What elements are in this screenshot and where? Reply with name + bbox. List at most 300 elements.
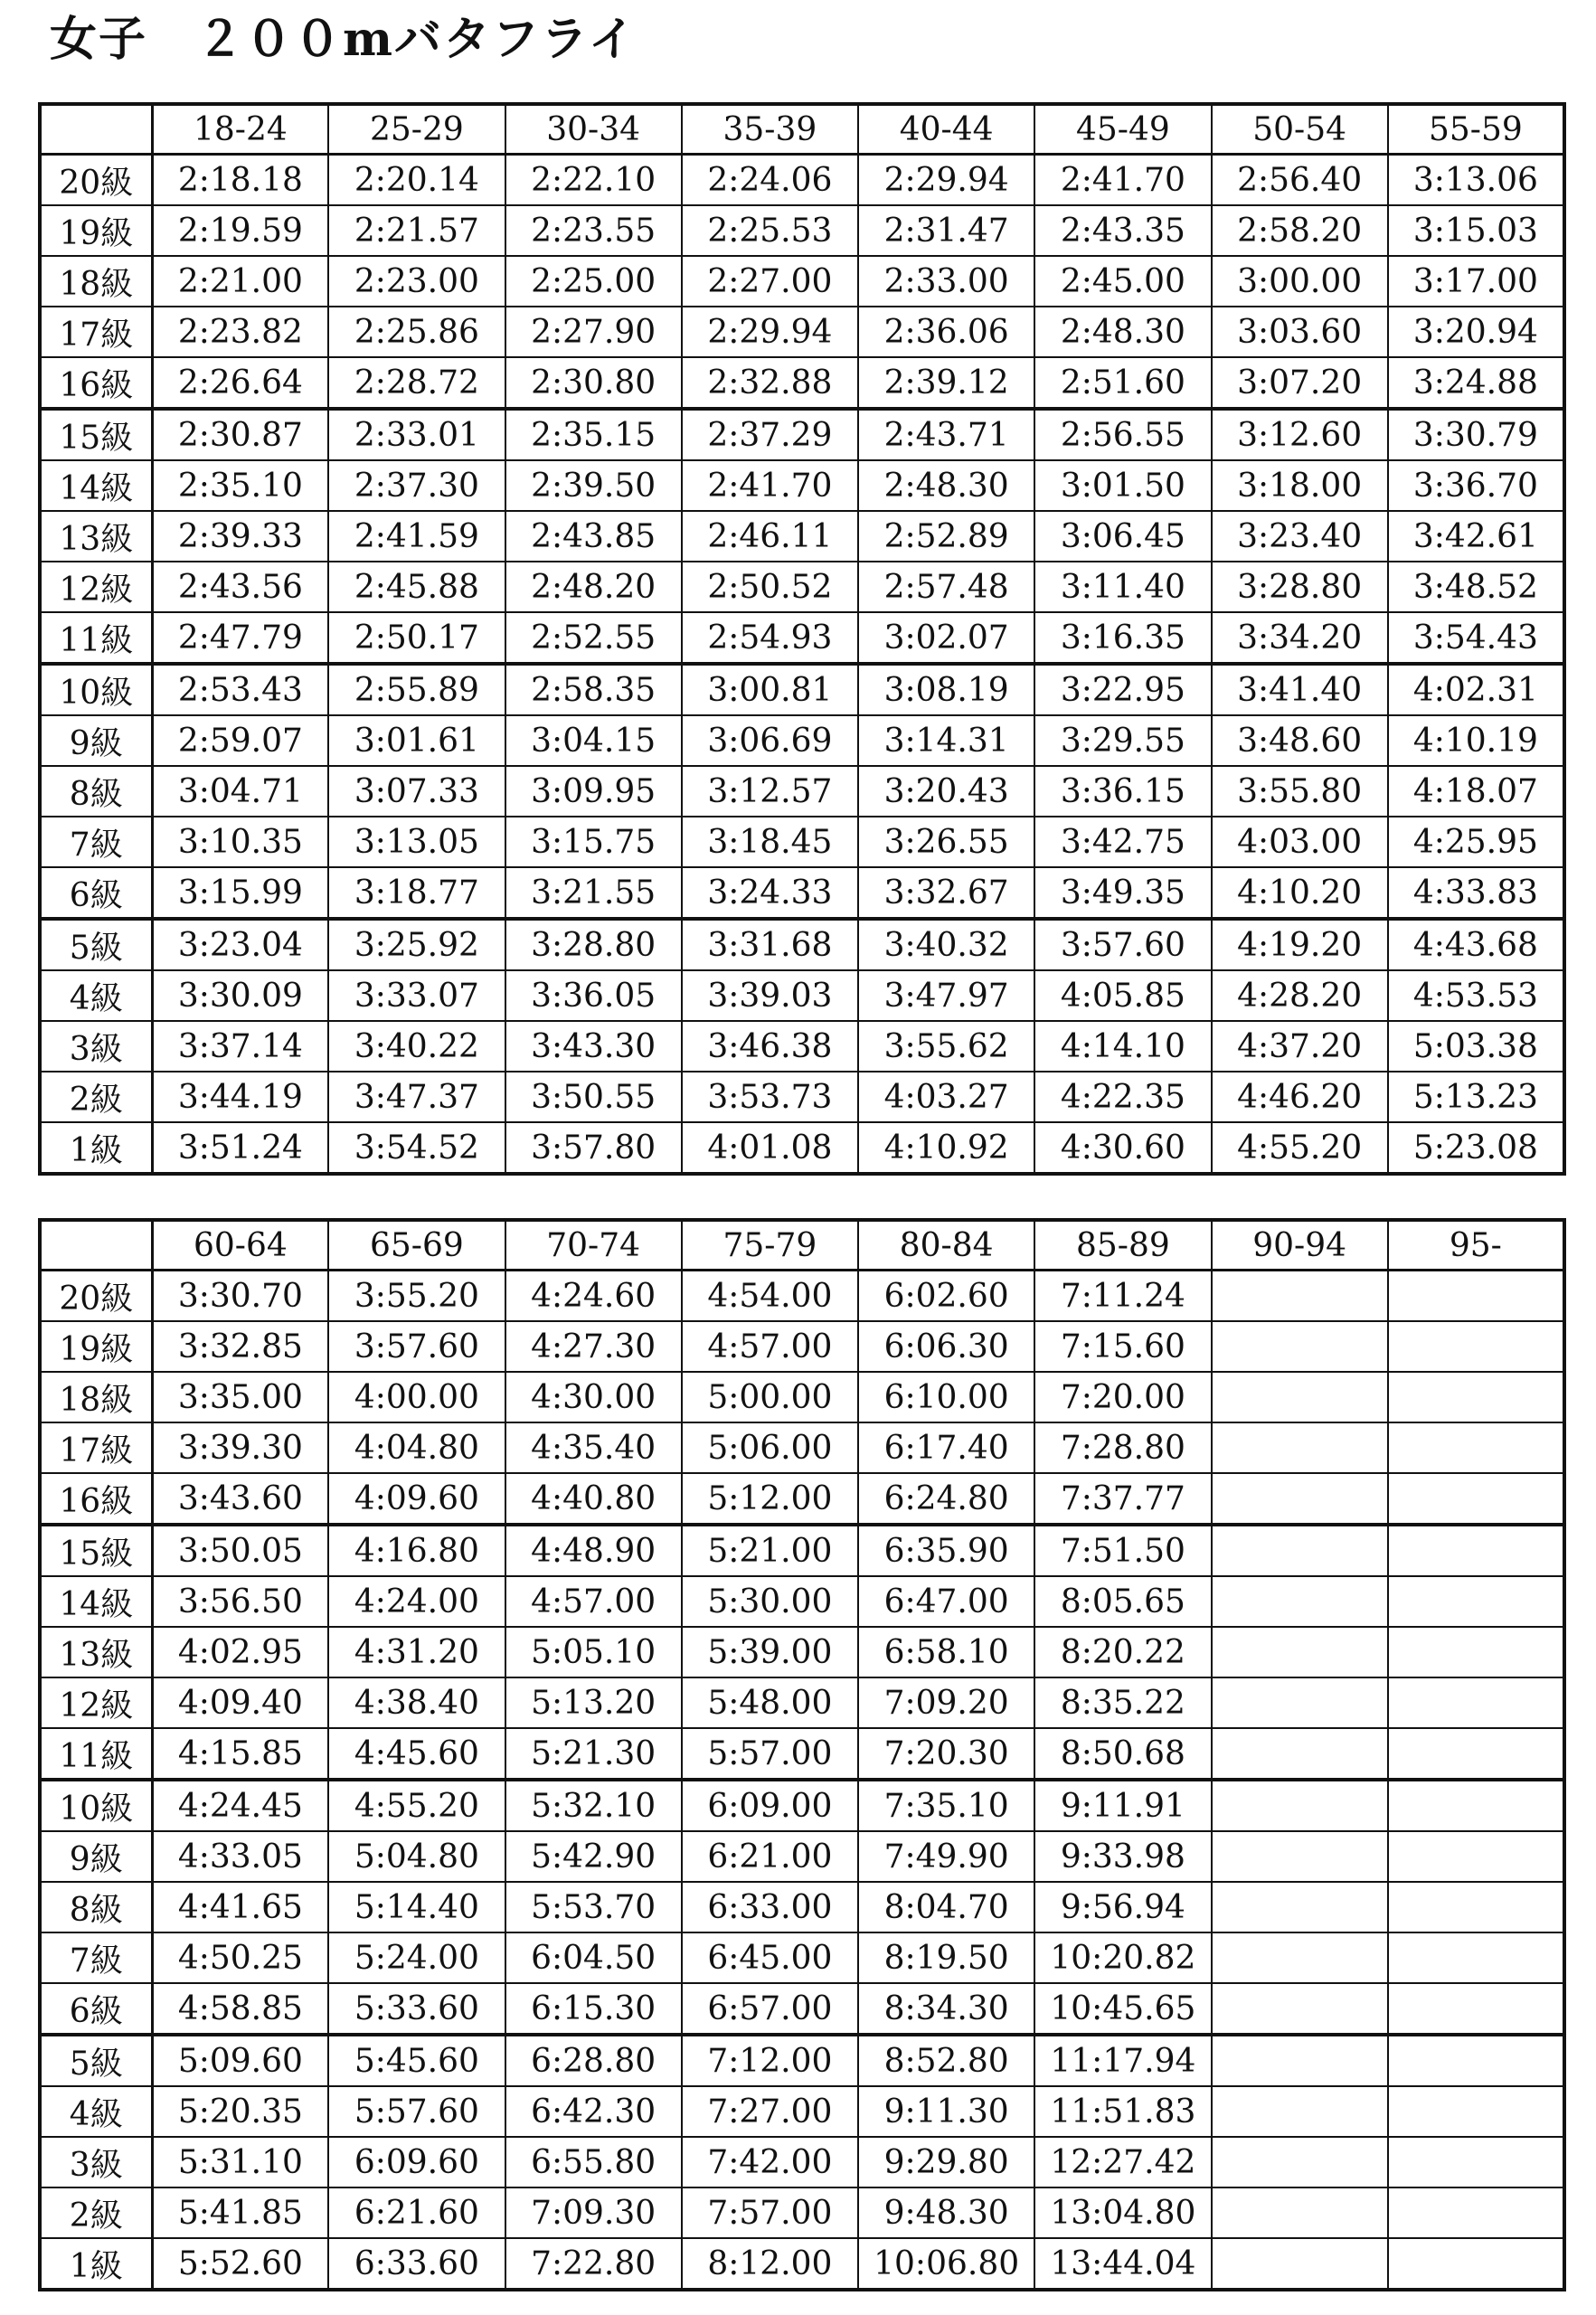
table-row <box>40 1422 1564 1473</box>
time-cell: 8:35.22 <box>1034 1677 1211 1728</box>
time-cell: 2:29.94 <box>858 155 1034 206</box>
table-row <box>40 1627 1564 1677</box>
time-cell: 6:17.40 <box>858 1422 1034 1473</box>
time-cell: 5:14.40 <box>328 1882 505 1932</box>
time-cell: 3:39.03 <box>682 970 858 1021</box>
time-cell: 2:41.70 <box>1034 155 1211 206</box>
time-cell: 5:42.90 <box>505 1831 682 1882</box>
time-cell: 2:20.14 <box>328 155 505 206</box>
time-cell <box>1212 1677 1388 1728</box>
time-cell: 5:32.10 <box>505 1780 682 1831</box>
table-row <box>40 766 1564 817</box>
grade-label: 7級 <box>40 1932 152 1983</box>
time-cell: 4:18.07 <box>1388 766 1564 817</box>
time-cell: 5:21.30 <box>505 1728 682 1780</box>
age-group-header: 70-74 <box>505 1220 682 1271</box>
time-cell: 4:35.40 <box>505 1422 682 1473</box>
grade-label: 7級 <box>40 817 152 867</box>
time-cell: 3:07.20 <box>1212 357 1388 409</box>
grade-label: 15級 <box>40 409 152 460</box>
table-row <box>40 1525 1564 1576</box>
table-row <box>40 612 1564 664</box>
age-group-header: 85-89 <box>1034 1220 1211 1271</box>
time-cell: 2:45.00 <box>1034 256 1211 307</box>
table-row <box>40 409 1564 460</box>
time-cell: 6:24.80 <box>858 1473 1034 1525</box>
time-cell: 5:45.60 <box>328 2035 505 2086</box>
grade-label: 6級 <box>40 867 152 919</box>
time-cell <box>1212 1525 1388 1576</box>
time-cell: 4:04.80 <box>328 1422 505 1473</box>
time-cell: 5:21.00 <box>682 1525 858 1576</box>
time-cell: 2:27.00 <box>682 256 858 307</box>
time-cell: 3:40.32 <box>858 919 1034 970</box>
time-cell: 7:20.30 <box>858 1728 1034 1780</box>
grade-label: 17級 <box>40 1422 152 1473</box>
time-cell: 3:02.07 <box>858 612 1034 664</box>
time-cell: 5:33.60 <box>328 1983 505 2035</box>
time-cell: 6:35.90 <box>858 1525 1034 1576</box>
table-row <box>40 867 1564 919</box>
time-cell: 2:52.89 <box>858 511 1034 562</box>
time-cell: 13:44.04 <box>1034 2238 1211 2290</box>
time-cell: 4:27.30 <box>505 1321 682 1372</box>
time-cell: 4:10.19 <box>1388 715 1564 766</box>
time-cell: 2:59.07 <box>152 715 328 766</box>
time-cell: 7:09.20 <box>858 1677 1034 1728</box>
time-cell: 2:23.00 <box>328 256 505 307</box>
time-cell <box>1388 1271 1564 1322</box>
time-cell: 3:36.15 <box>1034 766 1211 817</box>
time-cell: 3:36.70 <box>1388 460 1564 511</box>
time-cell: 8:50.68 <box>1034 1728 1211 1780</box>
time-cell: 2:25.86 <box>328 307 505 357</box>
table-row <box>40 2238 1564 2290</box>
time-cell: 3:20.94 <box>1388 307 1564 357</box>
time-cell: 3:46.38 <box>682 1021 858 1072</box>
time-cell <box>1212 1780 1388 1831</box>
grade-label: 5級 <box>40 919 152 970</box>
time-cell: 8:04.70 <box>858 1882 1034 1932</box>
time-cell: 6:55.80 <box>505 2137 682 2187</box>
time-cell <box>1388 1932 1564 1983</box>
table-row <box>40 562 1564 612</box>
time-cell: 3:47.97 <box>858 970 1034 1021</box>
time-cell: 6:47.00 <box>858 1576 1034 1627</box>
age-group-header: 18-24 <box>152 104 328 155</box>
time-cell <box>1212 1372 1388 1422</box>
time-cell: 4:00.00 <box>328 1372 505 1422</box>
time-cell: 2:23.82 <box>152 307 328 357</box>
time-cell: 4:24.00 <box>328 1576 505 1627</box>
time-cell: 2:29.94 <box>682 307 858 357</box>
time-cell: 8:52.80 <box>858 2035 1034 2086</box>
time-cell: 4:02.31 <box>1388 664 1564 715</box>
grade-label: 17級 <box>40 307 152 357</box>
time-cell: 4:22.35 <box>1034 1072 1211 1122</box>
time-cell: 3:18.77 <box>328 867 505 919</box>
time-cell: 4:33.83 <box>1388 867 1564 919</box>
time-cell: 2:21.57 <box>328 205 505 256</box>
time-cell: 3:55.80 <box>1212 766 1388 817</box>
time-cell: 5:13.23 <box>1388 1072 1564 1122</box>
time-cell: 2:31.47 <box>858 205 1034 256</box>
time-cell: 2:58.20 <box>1212 205 1388 256</box>
time-cell: 5:57.60 <box>328 2086 505 2137</box>
time-cell: 7:22.80 <box>505 2238 682 2290</box>
time-cell: 13:04.80 <box>1034 2187 1211 2238</box>
time-cell <box>1212 1728 1388 1780</box>
time-cell: 3:15.99 <box>152 867 328 919</box>
time-cell: 2:54.93 <box>682 612 858 664</box>
header-row <box>40 104 1564 155</box>
time-cell: 3:06.45 <box>1034 511 1211 562</box>
grade-label: 1級 <box>40 2238 152 2290</box>
time-cell: 2:52.55 <box>505 612 682 664</box>
time-cell <box>1388 1983 1564 2035</box>
time-cell <box>1388 1882 1564 1932</box>
time-cell: 4:10.20 <box>1212 867 1388 919</box>
time-cell: 4:10.92 <box>858 1122 1034 1174</box>
grade-label: 3級 <box>40 1021 152 1072</box>
age-group-header: 35-39 <box>682 104 858 155</box>
time-cell: 3:49.35 <box>1034 867 1211 919</box>
time-cell: 4:25.95 <box>1388 817 1564 867</box>
corner-cell <box>40 104 152 155</box>
time-cell: 4:50.25 <box>152 1932 328 1983</box>
time-cell: 3:43.60 <box>152 1473 328 1525</box>
time-cell: 3:42.61 <box>1388 511 1564 562</box>
grade-label: 14級 <box>40 460 152 511</box>
time-cell: 5:23.08 <box>1388 1122 1564 1174</box>
time-cell: 10:06.80 <box>858 2238 1034 2290</box>
time-cell: 3:42.75 <box>1034 817 1211 867</box>
time-cell: 2:18.18 <box>152 155 328 206</box>
time-cell: 3:01.50 <box>1034 460 1211 511</box>
age-group-header: 75-79 <box>682 1220 858 1271</box>
time-cell: 3:48.52 <box>1388 562 1564 612</box>
time-cell: 2:55.89 <box>328 664 505 715</box>
table-row <box>40 970 1564 1021</box>
time-cell <box>1212 1576 1388 1627</box>
time-cell: 7:28.80 <box>1034 1422 1211 1473</box>
time-cell: 3:18.00 <box>1212 460 1388 511</box>
grade-label: 13級 <box>40 511 152 562</box>
grade-label: 20級 <box>40 1271 152 1322</box>
grade-label: 19級 <box>40 205 152 256</box>
time-cell: 7:15.60 <box>1034 1321 1211 1372</box>
time-cell: 3:13.06 <box>1388 155 1564 206</box>
time-cell <box>1212 1271 1388 1322</box>
time-cell <box>1212 2187 1388 2238</box>
grade-label: 11級 <box>40 1728 152 1780</box>
time-cell: 3:21.55 <box>505 867 682 919</box>
time-cell <box>1388 1576 1564 1627</box>
time-cell: 3:57.60 <box>1034 919 1211 970</box>
time-cell <box>1388 2238 1564 2290</box>
time-cell: 2:41.70 <box>682 460 858 511</box>
time-cell: 3:09.95 <box>505 766 682 817</box>
table-row <box>40 205 1564 256</box>
time-cell: 3:01.61 <box>328 715 505 766</box>
time-cell: 3:11.40 <box>1034 562 1211 612</box>
time-cell: 9:11.91 <box>1034 1780 1211 1831</box>
time-cell: 2:32.88 <box>682 357 858 409</box>
time-cell: 5:05.10 <box>505 1627 682 1677</box>
time-cell: 2:35.10 <box>152 460 328 511</box>
table-row <box>40 1882 1564 1932</box>
grade-label: 20級 <box>40 155 152 206</box>
table-row <box>40 1271 1564 1322</box>
time-cell: 3:43.30 <box>505 1021 682 1072</box>
time-cell: 9:33.98 <box>1034 1831 1211 1882</box>
time-cell: 5:20.35 <box>152 2086 328 2137</box>
time-cell: 4:38.40 <box>328 1677 505 1728</box>
time-cell: 9:56.94 <box>1034 1882 1211 1932</box>
grade-label: 8級 <box>40 766 152 817</box>
time-cell: 2:27.90 <box>505 307 682 357</box>
time-cell: 10:45.65 <box>1034 1983 1211 2035</box>
table-row <box>40 1473 1564 1525</box>
time-cell <box>1212 1422 1388 1473</box>
time-cell: 3:48.60 <box>1212 715 1388 766</box>
time-cell: 7:35.10 <box>858 1780 1034 1831</box>
time-cell: 2:56.40 <box>1212 155 1388 206</box>
table-row <box>40 460 1564 511</box>
time-cell: 5:41.85 <box>152 2187 328 2238</box>
time-cell: 4:05.85 <box>1034 970 1211 1021</box>
time-cell: 3:20.43 <box>858 766 1034 817</box>
time-cell: 2:58.35 <box>505 664 682 715</box>
age-group-header: 65-69 <box>328 1220 505 1271</box>
time-cell: 3:14.31 <box>858 715 1034 766</box>
time-cell: 2:53.43 <box>152 664 328 715</box>
table-row <box>40 1072 1564 1122</box>
time-cell: 3:17.00 <box>1388 256 1564 307</box>
corner-cell <box>40 1220 152 1271</box>
time-cell: 11:17.94 <box>1034 2035 1211 2086</box>
time-cell: 4:48.90 <box>505 1525 682 1576</box>
time-cell: 7:20.00 <box>1034 1372 1211 1422</box>
grade-label: 3級 <box>40 2137 152 2187</box>
table-row <box>40 664 1564 715</box>
time-cell: 2:48.20 <box>505 562 682 612</box>
time-cell: 4:24.45 <box>152 1780 328 1831</box>
time-cell: 5:09.60 <box>152 2035 328 2086</box>
time-cell: 6:09.00 <box>682 1780 858 1831</box>
table-row <box>40 256 1564 307</box>
time-cell: 3:28.80 <box>1212 562 1388 612</box>
grade-table-ages-18-59 <box>38 102 1566 1176</box>
time-cell: 2:43.56 <box>152 562 328 612</box>
time-cell: 3:28.80 <box>505 919 682 970</box>
time-cell: 3:00.00 <box>1212 256 1388 307</box>
time-cell: 2:25.00 <box>505 256 682 307</box>
time-cell <box>1212 1882 1388 1932</box>
table-row <box>40 2187 1564 2238</box>
time-cell: 11:51.83 <box>1034 2086 1211 2137</box>
time-cell <box>1212 2086 1388 2137</box>
time-cell: 5:39.00 <box>682 1627 858 1677</box>
time-cell: 3:23.40 <box>1212 511 1388 562</box>
age-group-header: 95- <box>1388 1220 1564 1271</box>
time-cell: 3:53.73 <box>682 1072 858 1122</box>
time-cell: 2:24.06 <box>682 155 858 206</box>
time-cell <box>1388 2137 1564 2187</box>
header-row <box>40 1220 1564 1271</box>
time-cell: 8:19.50 <box>858 1932 1034 1983</box>
age-group-header: 25-29 <box>328 104 505 155</box>
time-cell: 3:30.09 <box>152 970 328 1021</box>
time-cell: 4:41.65 <box>152 1882 328 1932</box>
time-cell <box>1388 1473 1564 1525</box>
time-cell: 5:24.00 <box>328 1932 505 1983</box>
time-cell: 3:18.45 <box>682 817 858 867</box>
grade-label: 8級 <box>40 1882 152 1932</box>
time-cell: 4:40.80 <box>505 1473 682 1525</box>
time-cell: 4:09.60 <box>328 1473 505 1525</box>
time-cell: 3:23.04 <box>152 919 328 970</box>
time-cell: 3:50.05 <box>152 1525 328 1576</box>
time-cell: 3:08.19 <box>858 664 1034 715</box>
time-cell: 3:24.88 <box>1388 357 1564 409</box>
time-cell: 3:15.75 <box>505 817 682 867</box>
time-cell: 3:37.14 <box>152 1021 328 1072</box>
time-cell: 3:55.62 <box>858 1021 1034 1072</box>
time-cell: 4:54.00 <box>682 1271 858 1322</box>
time-cell: 3:30.70 <box>152 1271 328 1322</box>
table-row <box>40 1728 1564 1780</box>
time-cell <box>1388 1627 1564 1677</box>
grade-label: 6級 <box>40 1983 152 2035</box>
time-cell: 3:04.15 <box>505 715 682 766</box>
time-cell: 2:36.06 <box>858 307 1034 357</box>
table-row <box>40 1932 1564 1983</box>
time-cell: 3:36.05 <box>505 970 682 1021</box>
time-cell: 5:00.00 <box>682 1372 858 1422</box>
time-cell: 6:10.00 <box>858 1372 1034 1422</box>
age-group-header: 30-34 <box>505 104 682 155</box>
grade-label: 2級 <box>40 1072 152 1122</box>
time-cell: 2:51.60 <box>1034 357 1211 409</box>
time-cell: 3:29.55 <box>1034 715 1211 766</box>
grade-label: 12級 <box>40 562 152 612</box>
time-cell: 4:19.20 <box>1212 919 1388 970</box>
time-cell: 5:57.00 <box>682 1728 858 1780</box>
time-cell <box>1388 1321 1564 1372</box>
time-cell: 3:33.07 <box>328 970 505 1021</box>
time-cell: 2:21.00 <box>152 256 328 307</box>
time-cell: 3:00.81 <box>682 664 858 715</box>
time-cell: 2:35.15 <box>505 409 682 460</box>
time-cell: 3:10.35 <box>152 817 328 867</box>
time-cell <box>1388 2187 1564 2238</box>
page-title: 女子 ２００mバタフライ <box>50 12 637 67</box>
time-cell: 5:53.70 <box>505 1882 682 1932</box>
time-cell: 3:47.37 <box>328 1072 505 1122</box>
time-cell: 2:47.79 <box>152 612 328 664</box>
time-cell: 4:57.00 <box>682 1321 858 1372</box>
grade-label: 10級 <box>40 1780 152 1831</box>
grade-label: 14級 <box>40 1576 152 1627</box>
time-cell: 3:12.57 <box>682 766 858 817</box>
time-cell: 2:48.30 <box>1034 307 1211 357</box>
time-cell: 6:28.80 <box>505 2035 682 2086</box>
time-cell: 3:16.35 <box>1034 612 1211 664</box>
time-cell <box>1388 1728 1564 1780</box>
time-cell: 6:21.00 <box>682 1831 858 1882</box>
time-cell <box>1212 1473 1388 1525</box>
time-cell <box>1388 1525 1564 1576</box>
time-cell: 12:27.42 <box>1034 2137 1211 2187</box>
time-cell: 4:24.60 <box>505 1271 682 1322</box>
time-cell: 3:31.68 <box>682 919 858 970</box>
time-cell: 2:56.55 <box>1034 409 1211 460</box>
time-cell: 8:05.65 <box>1034 1576 1211 1627</box>
age-group-header: 40-44 <box>858 104 1034 155</box>
time-cell: 7:49.90 <box>858 1831 1034 1882</box>
grade-label: 18級 <box>40 1372 152 1422</box>
time-cell: 5:48.00 <box>682 1677 858 1728</box>
table-row <box>40 919 1564 970</box>
time-cell: 2:39.12 <box>858 357 1034 409</box>
time-cell: 5:30.00 <box>682 1576 858 1627</box>
time-cell: 5:13.20 <box>505 1677 682 1728</box>
time-cell: 7:12.00 <box>682 2035 858 2086</box>
time-cell: 6:04.50 <box>505 1932 682 1983</box>
time-cell: 3:04.71 <box>152 766 328 817</box>
time-cell: 2:50.17 <box>328 612 505 664</box>
time-cell: 4:15.85 <box>152 1728 328 1780</box>
grade-table-ages-60-plus <box>38 1218 1566 2291</box>
time-cell: 6:15.30 <box>505 1983 682 2035</box>
table-row <box>40 1321 1564 1372</box>
time-cell: 3:07.33 <box>328 766 505 817</box>
table-row <box>40 2035 1564 2086</box>
time-cell: 3:12.60 <box>1212 409 1388 460</box>
time-cell: 2:43.85 <box>505 511 682 562</box>
time-cell: 5:52.60 <box>152 2238 328 2290</box>
time-cell <box>1212 1321 1388 1372</box>
time-cell: 3:39.30 <box>152 1422 328 1473</box>
time-cell: 3:22.95 <box>1034 664 1211 715</box>
time-cell: 3:57.60 <box>328 1321 505 1372</box>
time-cell: 3:03.60 <box>1212 307 1388 357</box>
time-cell <box>1212 1983 1388 2035</box>
time-cell: 7:42.00 <box>682 2137 858 2187</box>
table-row <box>40 307 1564 357</box>
time-cell <box>1388 2086 1564 2137</box>
time-cell: 5:03.38 <box>1388 1021 1564 1072</box>
time-cell: 3:50.55 <box>505 1072 682 1122</box>
time-cell: 2:33.00 <box>858 256 1034 307</box>
time-cell: 6:21.60 <box>328 2187 505 2238</box>
time-cell: 6:42.30 <box>505 2086 682 2137</box>
time-cell: 3:25.92 <box>328 919 505 970</box>
grade-label: 1級 <box>40 1122 152 1174</box>
time-cell: 9:29.80 <box>858 2137 1034 2187</box>
grade-label: 9級 <box>40 715 152 766</box>
time-cell: 2:30.80 <box>505 357 682 409</box>
time-cell: 7:51.50 <box>1034 1525 1211 1576</box>
time-cell: 2:33.01 <box>328 409 505 460</box>
grade-label: 15級 <box>40 1525 152 1576</box>
time-cell: 4:03.27 <box>858 1072 1034 1122</box>
time-cell: 6:45.00 <box>682 1932 858 1983</box>
time-cell: 2:19.59 <box>152 205 328 256</box>
time-cell: 4:45.60 <box>328 1728 505 1780</box>
time-cell: 4:58.85 <box>152 1983 328 2035</box>
